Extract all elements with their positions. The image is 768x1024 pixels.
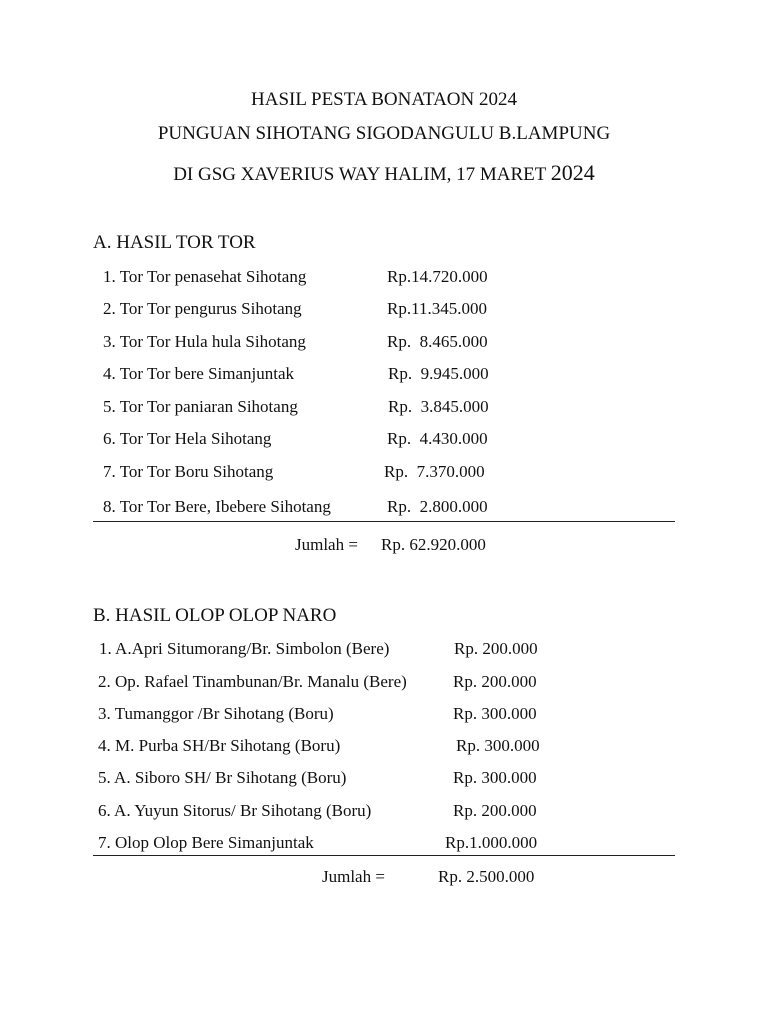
tor-tor-row-amount: Rp. 7.370.000 <box>384 462 485 481</box>
document-location-date <box>0 160 768 186</box>
olop-olop-row-label: 5. A. Siboro SH/ Br Sihotang (Boru) <box>98 768 347 787</box>
section-a-total-amount: Rp. 62.920.000 <box>381 535 486 554</box>
section-b-divider <box>93 855 675 856</box>
tor-tor-row-label: 6. Tor Tor Hela Sihotang <box>103 429 272 448</box>
olop-olop-row-amount: Rp. 300.000 <box>453 768 537 787</box>
section-a-divider <box>93 521 675 522</box>
olop-olop-row-amount: Rp. 200.000 <box>454 639 538 658</box>
olop-olop-row-label: 4. M. Purba SH/Br Sihotang (Boru) <box>98 736 341 755</box>
olop-olop-row-label: 6. A. Yuyun Sitorus/ Br Sihotang (Boru) <box>98 801 372 820</box>
location-date-text: DI GSG XAVERIUS WAY HALIM, 17 MARET <box>173 164 551 185</box>
tor-tor-row-label: 5. Tor Tor paniaran Sihotang <box>103 397 298 416</box>
document-title: HASIL PESTA BONATAON 2024 <box>251 89 517 110</box>
section-b-total-label: Jumlah = <box>322 867 385 886</box>
tor-tor-row-amount: Rp. 3.845.000 <box>388 397 489 416</box>
olop-olop-row-amount: Rp. 200.000 <box>453 672 537 691</box>
tor-tor-row-label: 2. Tor Tor pengurus Sihotang <box>103 299 302 318</box>
tor-tor-row-amount: Rp.14.720.000 <box>387 267 488 286</box>
location-date-year: 2024 <box>550 160 595 185</box>
olop-olop-row-amount: Rp. 200.000 <box>453 801 537 820</box>
tor-tor-row-label: 8. Tor Tor Bere, Ibebere Sihotang <box>103 497 331 516</box>
olop-olop-row-label: 1. A.Apri Situmorang/Br. Simbolon (Bere) <box>99 639 390 658</box>
tor-tor-row-amount: Rp. 4.430.000 <box>387 429 488 448</box>
tor-tor-row-amount: Rp. 9.945.000 <box>388 364 489 383</box>
tor-tor-row-amount: Rp. 2.800.000 <box>387 497 488 516</box>
olop-olop-row-label: 2. Op. Rafael Tinambunan/Br. Manalu (Bere) <box>98 672 407 691</box>
document-subtitle: PUNGUAN SIHOTANG SIGODANGULU B.LAMPUNG <box>157 123 611 144</box>
olop-olop-row-amount: Rp. 300.000 <box>453 704 537 723</box>
olop-olop-row-label: 7. Olop Olop Bere Simanjuntak <box>98 833 314 852</box>
tor-tor-row-amount: Rp.11.345.000 <box>387 299 487 318</box>
section-b-total-amount: Rp. 2.500.000 <box>438 867 535 886</box>
olop-olop-row-amount: Rp.1.000.000 <box>445 833 538 852</box>
tor-tor-row-label: 3. Tor Tor Hula hula Sihotang <box>103 332 306 351</box>
tor-tor-row-label: 4. Tor Tor bere Simanjuntak <box>103 364 295 383</box>
section-a-total-label: Jumlah = <box>295 535 358 554</box>
section-b-heading: B. HASIL OLOP OLOP NARO <box>93 605 337 626</box>
section-a-heading: A. HASIL TOR TOR <box>93 232 256 253</box>
olop-olop-row-label: 3. Tumanggor /Br Sihotang (Boru) <box>98 704 334 723</box>
tor-tor-row-label: 7. Tor Tor Boru Sihotang <box>103 462 274 481</box>
olop-olop-row-amount: Rp. 300.000 <box>456 736 540 755</box>
tor-tor-row-amount: Rp. 8.465.000 <box>387 332 488 351</box>
tor-tor-row-label: 1. Tor Tor penasehat Sihotang <box>103 267 307 286</box>
